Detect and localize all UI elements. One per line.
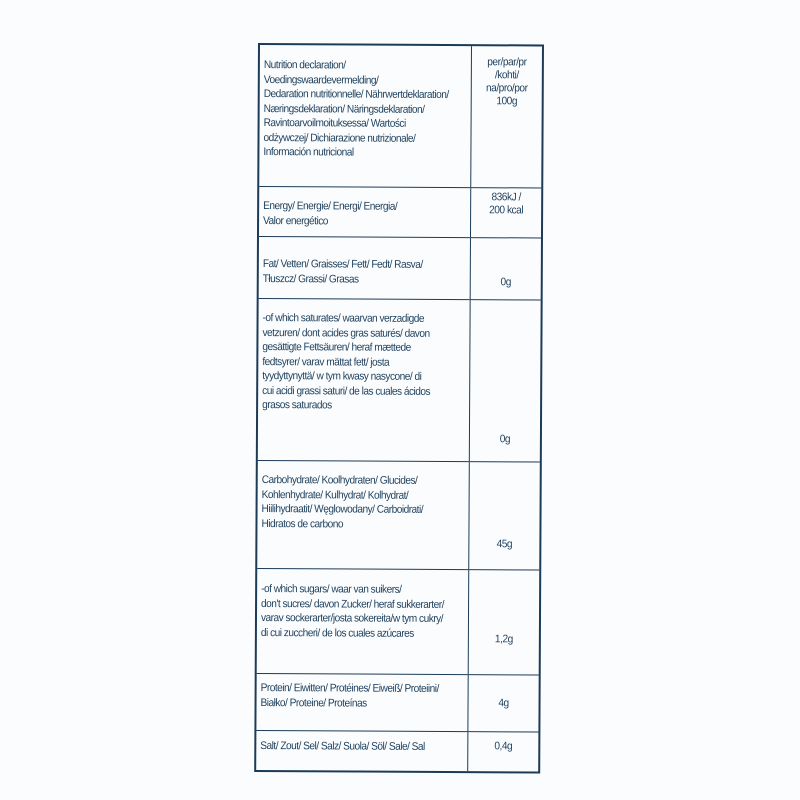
column-divider <box>468 462 470 569</box>
row-value: 0,4g <box>494 740 513 753</box>
column-divider <box>468 570 470 674</box>
header-label: Nutrition declaration/ Voedingswaardevermelding/ Dedaration nutritionnelle/ Nährwertdeklaration/ Næringsdeklaration/ Näringsdeklaration/ Ravintoarvoilmoituksessa/ Wartości odżywczej/ Dichiarazione nutrizionale/ Información nutricional <box>263 59 449 159</box>
row-label: -of which sugars/ waar van suikers/ don't sucres/ davon Zucker/ heraf sukkerarter/ varav sockerarter/josta sokereita/w tym cukry/ di cui zuccheri/ de los cuales azúcares <box>260 583 444 640</box>
table-row-saturates <box>258 298 541 461</box>
table-row-energy <box>259 186 541 237</box>
table-row-carbohydrate <box>257 460 540 569</box>
row-value: 836kJ / 200 kcal <box>489 191 524 217</box>
row-label: Energy/ Energie/ Energi/ Energia/ Valor energético <box>263 200 398 227</box>
header-per-100g: per/par/pr /kohti/ na/pro/por 100g <box>485 56 528 108</box>
row-value: 45g <box>496 538 513 551</box>
row-label: Protein/ Eiwitten/ Protéines/ Eiweiß/ Proteiini/ Białko/ Proteine/ Proteínas <box>260 682 439 710</box>
column-divider <box>467 675 468 731</box>
row-label: Fat/ Vetten/ Graisses/ Fett/ Fedt/ Rasva/ Tłuszcz/ Grassi/ Grasas <box>262 258 423 286</box>
table-row-sugars <box>257 568 540 674</box>
row-value: 1,2g <box>494 633 513 646</box>
row-value: 4g <box>498 697 509 710</box>
table-row-fat <box>259 236 541 299</box>
table-row-protein <box>256 673 538 731</box>
column-divider <box>467 732 468 771</box>
column-divider <box>470 238 471 299</box>
column-divider <box>470 188 471 237</box>
row-value: 0g <box>500 276 511 289</box>
column-divider <box>470 46 472 187</box>
row-value: 0g <box>499 433 511 446</box>
table-header-row <box>259 45 542 187</box>
column-divider <box>469 300 471 461</box>
row-label: Carbohydrate/ Koolhydraten/ Glucides/ Kohlenhydrate/ Kulhydrat/ Kolhydrat/ Hiilihydraatit/ Węglowodany/ Carboidrati/ Hidratos de carbono <box>261 474 424 530</box>
row-label: -of which saturates/ waarvan verzadigde vetzuren/ dont acides gras saturés/ davon gesättigte Fettsäuren/ heraf mættede fedtsyrer/ varav mättat fett/ josta tyydyttynyttä/ w tym kwasy nasycone/ di cui acidi grassi saturi/ de las cuales ácidos grasos saturados <box>262 312 431 412</box>
nutrition-table <box>254 43 544 773</box>
row-label: Salt/ Zout/ Sel/ Salz/ Suola/ Söl/ Sale/ Sal <box>260 740 425 753</box>
table-row-salt <box>256 730 538 771</box>
